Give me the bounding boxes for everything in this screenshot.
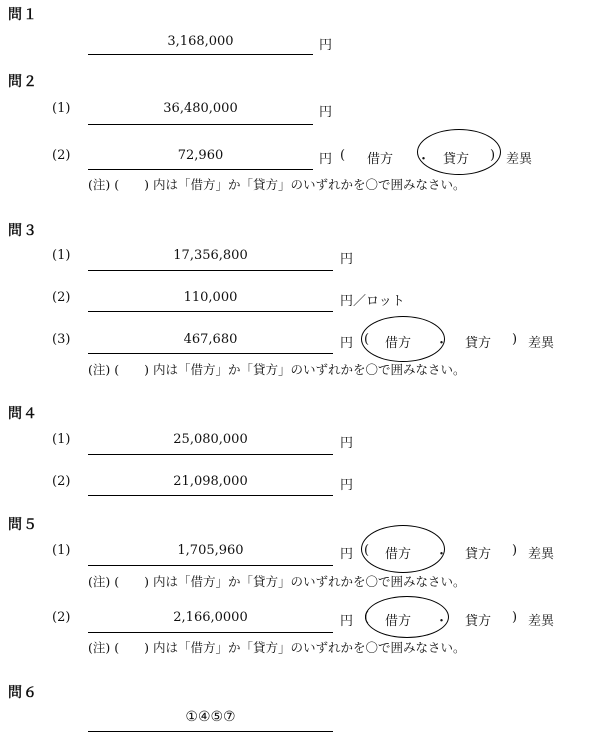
- q3-2-number: (2): [52, 290, 71, 305]
- q1-answer-value[interactable]: 3,168,000: [167, 34, 234, 49]
- question-3-label: 問３: [8, 223, 38, 239]
- q3-1-answer-value[interactable]: 17,356,800: [173, 248, 248, 263]
- q2-2-answer-value[interactable]: 72,960: [177, 148, 224, 163]
- q4-1-number: (1): [52, 432, 71, 447]
- q5-2-close-paren: ): [512, 610, 518, 625]
- q5-2-number: (2): [52, 610, 71, 625]
- q2-2-debit-option[interactable]: 借方: [367, 152, 394, 167]
- question-4-label: 問４: [8, 406, 38, 422]
- q4-2-answer-value[interactable]: 21,098,000: [173, 474, 248, 489]
- q3-instruction-note: (注) ( ) 内は「借方」か「貸方」のいずれかを〇で囲みなさい。: [88, 362, 466, 377]
- q3-3-credit-option[interactable]: 貸方: [465, 336, 492, 351]
- q2-1-answer-underline: [88, 124, 313, 125]
- q3-1-number: (1): [52, 248, 71, 263]
- q3-3-debit-option[interactable]: 借方: [385, 336, 412, 351]
- q3-3-separator-dot: ・: [435, 336, 449, 351]
- q5-2-separator-dot: ・: [435, 614, 449, 629]
- q2-2-close-paren: ): [490, 148, 496, 163]
- q1-unit: 円: [319, 38, 333, 53]
- q2-2-variance-label: 差異: [506, 152, 533, 167]
- q5-1-open-paren: (: [364, 543, 370, 558]
- q4-2-unit: 円: [340, 478, 354, 493]
- q5-1-credit-option[interactable]: 貸方: [465, 547, 492, 562]
- question-2-label: 問２: [8, 74, 38, 90]
- q4-1-answer-value[interactable]: 25,080,000: [173, 432, 248, 447]
- question-5-label: 問５: [8, 517, 38, 533]
- q4-2-number: (2): [52, 474, 71, 489]
- q2-2-open-paren: (: [340, 148, 346, 163]
- q2-1-number: (1): [52, 101, 71, 116]
- q3-2-answer-value[interactable]: 110,000: [183, 290, 238, 305]
- q5-2-unit: 円: [340, 614, 354, 629]
- q2-2-unit: 円: [319, 152, 333, 167]
- q5-1-debit-option[interactable]: 借方: [385, 547, 412, 562]
- q2-1-unit: 円: [319, 105, 333, 120]
- q3-2-unit: 円／ロット: [340, 294, 405, 309]
- q3-3-open-paren: (: [364, 332, 370, 347]
- q2-instruction-note: (注) ( ) 内は「借方」か「貸方」のいずれかを〇で囲みなさい。: [88, 177, 466, 192]
- q5-2-answer-value[interactable]: 2,166,0000: [173, 610, 248, 625]
- q3-3-answer-value[interactable]: 467,680: [183, 332, 238, 347]
- q2-2-credit-option[interactable]: 貸方: [443, 152, 470, 167]
- q3-1-unit: 円: [340, 252, 354, 267]
- q5-1-variance-label: 差異: [528, 547, 555, 562]
- q2-2-credit-selection-circle: [417, 129, 501, 175]
- q5-1-answer-value[interactable]: 1,705,960: [177, 543, 244, 558]
- q5-2-variance-label: 差異: [528, 614, 555, 629]
- q2-1-answer-value[interactable]: 36,480,000: [163, 101, 238, 116]
- q5-1-debit-selection-circle: [361, 525, 445, 573]
- question-6-label: 問６: [8, 685, 38, 701]
- question-1-label: 問１: [8, 7, 38, 23]
- q5-1-answer-underline: [88, 565, 333, 566]
- q5-2-debit-option[interactable]: 借方: [385, 614, 412, 629]
- q3-3-unit: 円: [340, 336, 354, 351]
- q5-2-credit-option[interactable]: 貸方: [465, 614, 492, 629]
- q5-2-open-paren: (: [364, 610, 370, 625]
- q4-1-unit: 円: [340, 436, 354, 451]
- q5-2-answer-underline: [88, 632, 333, 633]
- q3-2-answer-underline: [88, 311, 333, 312]
- q3-1-answer-underline: [88, 270, 333, 271]
- q5-1-unit: 円: [340, 547, 354, 562]
- q5-1-instruction-note: (注) ( ) 内は「借方」か「貸方」のいずれかを〇で囲みなさい。: [88, 574, 466, 589]
- q2-2-number: (2): [52, 148, 71, 163]
- q5-1-close-paren: ): [512, 543, 518, 558]
- q4-2-answer-underline: [88, 495, 333, 496]
- q5-1-number: (1): [52, 543, 71, 558]
- q4-1-answer-underline: [88, 454, 333, 455]
- q1-answer-underline: [88, 54, 313, 55]
- q2-2-separator-dot: ・: [417, 152, 431, 167]
- q3-3-debit-selection-circle: [361, 316, 445, 362]
- q6-answer-underline: [88, 731, 333, 732]
- q3-3-variance-label: 差異: [528, 336, 555, 351]
- q6-answer-value[interactable]: ①④⑤⑦: [185, 709, 236, 725]
- q2-2-answer-underline: [88, 169, 313, 170]
- q3-3-number: (3): [52, 332, 71, 347]
- q3-3-answer-underline: [88, 353, 333, 354]
- q3-3-close-paren: ): [512, 332, 518, 347]
- q5-2-instruction-note: (注) ( ) 内は「借方」か「貸方」のいずれかを〇で囲みなさい。: [88, 640, 466, 655]
- q5-1-separator-dot: ・: [435, 547, 449, 562]
